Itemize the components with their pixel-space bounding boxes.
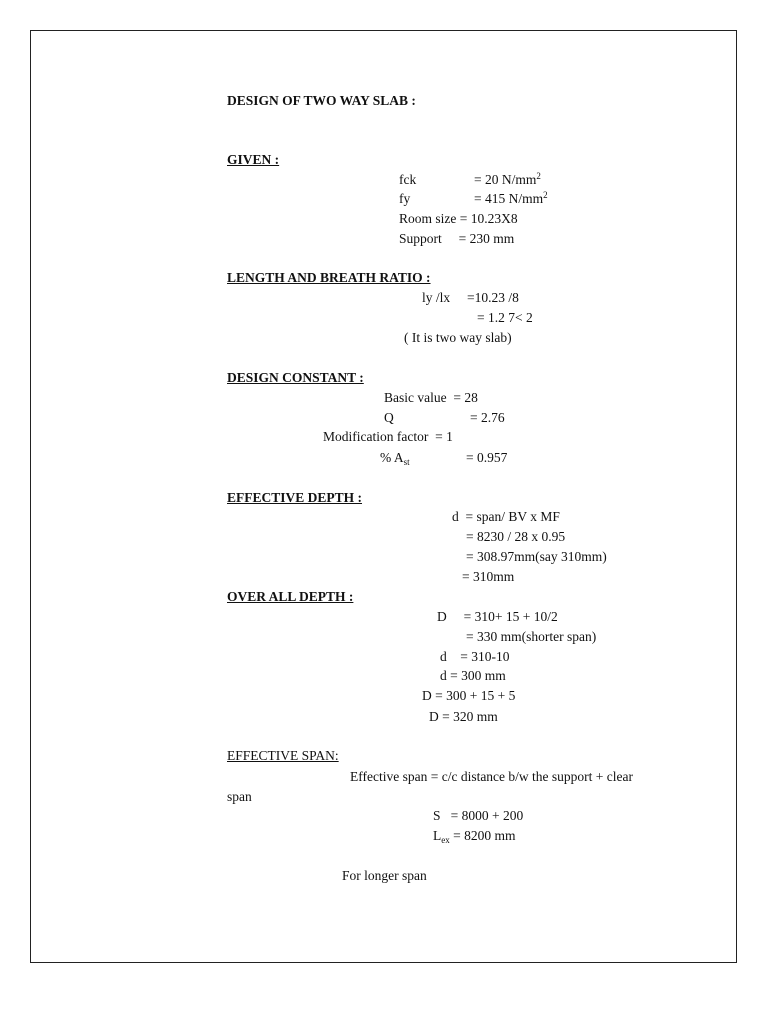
effective-depth-line1: d = span/ BV x MF (452, 509, 560, 524)
overall-depth-line6: D = 320 mm (429, 709, 498, 724)
effective-depth-line4: = 310mm (462, 569, 515, 584)
fy-label: fy (399, 191, 411, 206)
basic-value: Basic value = 28 (384, 390, 478, 405)
modification-factor: Modification factor = 1 (323, 429, 453, 444)
lex-value: $L_{ex} = 8200$ mm (433, 828, 516, 845)
effective-span-line2: S = 8000 + 200 (433, 808, 524, 823)
constant-heading: DESIGN CONSTANT : (227, 370, 364, 385)
overall-depth-line3: d = 310-10 (440, 649, 510, 664)
fck-label: fck (399, 172, 417, 187)
document-title: DESIGN OF TWO WAY SLAB : (227, 93, 416, 108)
ratio-line1: ly /lx =10.23 /8 (422, 290, 519, 305)
overall-depth-line1: D = 310+ 15 + 10/2 (437, 609, 558, 624)
overall-depth-line2: = 330 mm(shorter span) (466, 629, 597, 644)
effective-depth-line2: = 8230 / 28 x 0.95 (466, 529, 566, 544)
effective-span-heading: EFFECTIVE SPAN: (227, 748, 339, 763)
ratio-heading: LENGTH AND BREATH RATIO : (227, 270, 431, 285)
effective-span-line1: Effective span = c/c distance b/w the support + clear (350, 769, 633, 784)
ratio-line2: = 1.2 7< 2 (477, 310, 533, 325)
overall-depth-line4: d = 300 mm (440, 668, 506, 683)
longer-span-label: For longer span (342, 868, 427, 883)
effective-span-line1-cont: span (227, 789, 252, 804)
effective-depth-line3: = 308.97mm(say 310mm) (466, 549, 607, 564)
ratio-note: ( It is two way slab) (404, 330, 512, 345)
given-heading: GIVEN : (227, 152, 280, 167)
q-label: Q (384, 410, 394, 425)
q-value: = 2.76 (470, 410, 505, 425)
room-size: Room size = 10.23X8 (399, 211, 518, 226)
fy-value: = 415 $N/mm^2$ (474, 190, 548, 206)
ast-label: % $A_{st}$ (380, 450, 410, 467)
overall-depth-heading: OVER ALL DEPTH : (227, 589, 354, 604)
overall-depth-line5: D = 300 + 15 + 5 (422, 688, 516, 703)
effective-depth-heading: EFFECTIVE DEPTH : (227, 490, 363, 505)
support: Support = 230 mm (399, 231, 515, 246)
page-border (30, 30, 737, 963)
ast-value: = 0.957 (466, 450, 508, 465)
fck-value: = 20 $N/mm^2$ (474, 171, 541, 187)
